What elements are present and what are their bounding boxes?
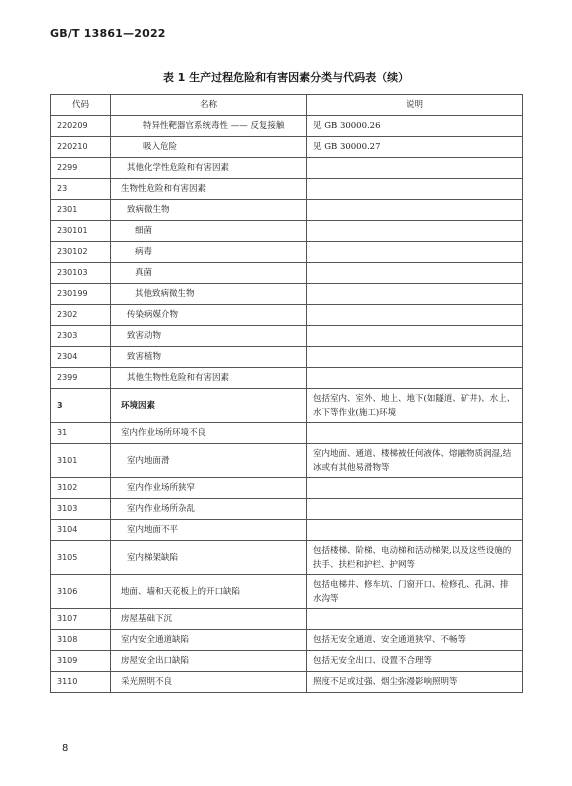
row-note bbox=[307, 368, 523, 389]
row-code: 220210 bbox=[51, 137, 111, 158]
row-note bbox=[307, 499, 523, 520]
table-row bbox=[51, 221, 523, 242]
row-name: 细菌 bbox=[111, 221, 307, 242]
table-row bbox=[51, 651, 523, 672]
row-name: 采光照明不良 bbox=[111, 672, 307, 693]
table-row bbox=[51, 520, 523, 541]
table-row bbox=[51, 389, 523, 423]
row-name: 致病微生物 bbox=[111, 200, 307, 221]
row-code: 3102 bbox=[51, 478, 111, 499]
row-note bbox=[307, 158, 523, 179]
table-row bbox=[51, 137, 523, 158]
row-name: 吸入危险 bbox=[111, 137, 307, 158]
table-row bbox=[51, 672, 523, 693]
row-name: 致害动物 bbox=[111, 326, 307, 347]
table-header-row bbox=[51, 95, 523, 116]
row-note: 室内地面、通道、楼梯被任何液体、熔融物质润湿,结冰或有其他易滑物等 bbox=[307, 444, 523, 478]
hazard-code-table bbox=[50, 94, 523, 693]
row-code: 2303 bbox=[51, 326, 111, 347]
row-code: 3109 bbox=[51, 651, 111, 672]
row-code: 2301 bbox=[51, 200, 111, 221]
row-code: 23 bbox=[51, 179, 111, 200]
row-note: 见 GB 30000.26 bbox=[307, 116, 523, 137]
table-row bbox=[51, 444, 523, 478]
row-name: 室内地面不平 bbox=[111, 520, 307, 541]
column-header-code: 代码 bbox=[51, 95, 111, 116]
row-code: 230199 bbox=[51, 284, 111, 305]
table-row bbox=[51, 179, 523, 200]
row-code: 2304 bbox=[51, 347, 111, 368]
table-row bbox=[51, 326, 523, 347]
table-row bbox=[51, 347, 523, 368]
row-name: 传染病媒介物 bbox=[111, 305, 307, 326]
table-row bbox=[51, 630, 523, 651]
table-row bbox=[51, 423, 523, 444]
row-note bbox=[307, 326, 523, 347]
table-row bbox=[51, 541, 523, 575]
row-name: 致害植物 bbox=[111, 347, 307, 368]
row-note bbox=[307, 263, 523, 284]
row-code: 3108 bbox=[51, 630, 111, 651]
table-row bbox=[51, 284, 523, 305]
row-name: 室内作业场所环境不良 bbox=[111, 423, 307, 444]
table-row bbox=[51, 263, 523, 284]
row-note bbox=[307, 520, 523, 541]
row-code: 3106 bbox=[51, 575, 111, 609]
standard-number: GB/T 13861—2022 bbox=[50, 27, 166, 40]
table-row bbox=[51, 368, 523, 389]
table-row bbox=[51, 200, 523, 221]
table-row bbox=[51, 242, 523, 263]
row-code: 3 bbox=[51, 389, 111, 423]
row-note bbox=[307, 305, 523, 326]
row-code: 3103 bbox=[51, 499, 111, 520]
row-code: 2299 bbox=[51, 158, 111, 179]
row-name: 室内梯架缺陷 bbox=[111, 541, 307, 575]
row-code: 31 bbox=[51, 423, 111, 444]
row-note bbox=[307, 179, 523, 200]
row-name: 房屋基础下沉 bbox=[111, 609, 307, 630]
row-note bbox=[307, 242, 523, 263]
table-row bbox=[51, 499, 523, 520]
table-row bbox=[51, 609, 523, 630]
row-name: 室内作业场所杂乱 bbox=[111, 499, 307, 520]
row-name: 地面、墙和天花板上的开口缺陷 bbox=[111, 575, 307, 609]
row-code: 3105 bbox=[51, 541, 111, 575]
row-note bbox=[307, 284, 523, 305]
row-note: 包括楼梯、阶梯、电动梯和活动梯架,以及这些设施的扶手、扶栏和护栏、护网等 bbox=[307, 541, 523, 575]
table-row bbox=[51, 116, 523, 137]
row-name: 房屋安全出口缺陷 bbox=[111, 651, 307, 672]
row-code: 3110 bbox=[51, 672, 111, 693]
row-note bbox=[307, 478, 523, 499]
column-header-name: 名称 bbox=[111, 95, 307, 116]
row-name: 特异性靶器官系统毒性 —— 反复接触 bbox=[111, 116, 307, 137]
row-name: 其他生物性危险和有害因素 bbox=[111, 368, 307, 389]
row-code: 3107 bbox=[51, 609, 111, 630]
row-name: 其他化学性危险和有害因素 bbox=[111, 158, 307, 179]
table-row bbox=[51, 478, 523, 499]
row-note: 包括无安全出口、设置不合理等 bbox=[307, 651, 523, 672]
row-code: 230101 bbox=[51, 221, 111, 242]
row-name: 生物性危险和有害因素 bbox=[111, 179, 307, 200]
row-note bbox=[307, 347, 523, 368]
row-note: 见 GB 30000.27 bbox=[307, 137, 523, 158]
row-code: 230103 bbox=[51, 263, 111, 284]
row-name: 室内作业场所狭窄 bbox=[111, 478, 307, 499]
row-name: 其他致病微生物 bbox=[111, 284, 307, 305]
row-name: 病毒 bbox=[111, 242, 307, 263]
table-title: 表 1 生产过程危险和有害因素分类与代码表（续） bbox=[162, 71, 410, 84]
table-row bbox=[51, 305, 523, 326]
row-note bbox=[307, 609, 523, 630]
column-header-note: 说明 bbox=[307, 95, 523, 116]
row-name: 室内安全通道缺陷 bbox=[111, 630, 307, 651]
row-note: 包括室内、室外、地上、地下(如隧道、矿井)、水上、水下等作业(施工)环境 bbox=[307, 389, 523, 423]
row-code: 3104 bbox=[51, 520, 111, 541]
row-name: 室内地面滑 bbox=[111, 444, 307, 478]
table-row bbox=[51, 158, 523, 179]
row-code: 2302 bbox=[51, 305, 111, 326]
row-name: 真菌 bbox=[111, 263, 307, 284]
row-code: 220209 bbox=[51, 116, 111, 137]
row-name: 环境因素 bbox=[111, 389, 307, 423]
row-note: 包括无安全通道、安全通道狭窄、不畅等 bbox=[307, 630, 523, 651]
table-row bbox=[51, 575, 523, 609]
row-note: 照度不足或过强、烟尘弥漫影响照明等 bbox=[307, 672, 523, 693]
page-number: 8 bbox=[62, 743, 69, 754]
row-code: 3101 bbox=[51, 444, 111, 478]
row-code: 230102 bbox=[51, 242, 111, 263]
row-code: 2399 bbox=[51, 368, 111, 389]
row-note bbox=[307, 200, 523, 221]
row-note bbox=[307, 423, 523, 444]
row-note: 包括电梯井、修车坑、门窗开口、检修孔、孔洞、排水沟等 bbox=[307, 575, 523, 609]
row-note bbox=[307, 221, 523, 242]
